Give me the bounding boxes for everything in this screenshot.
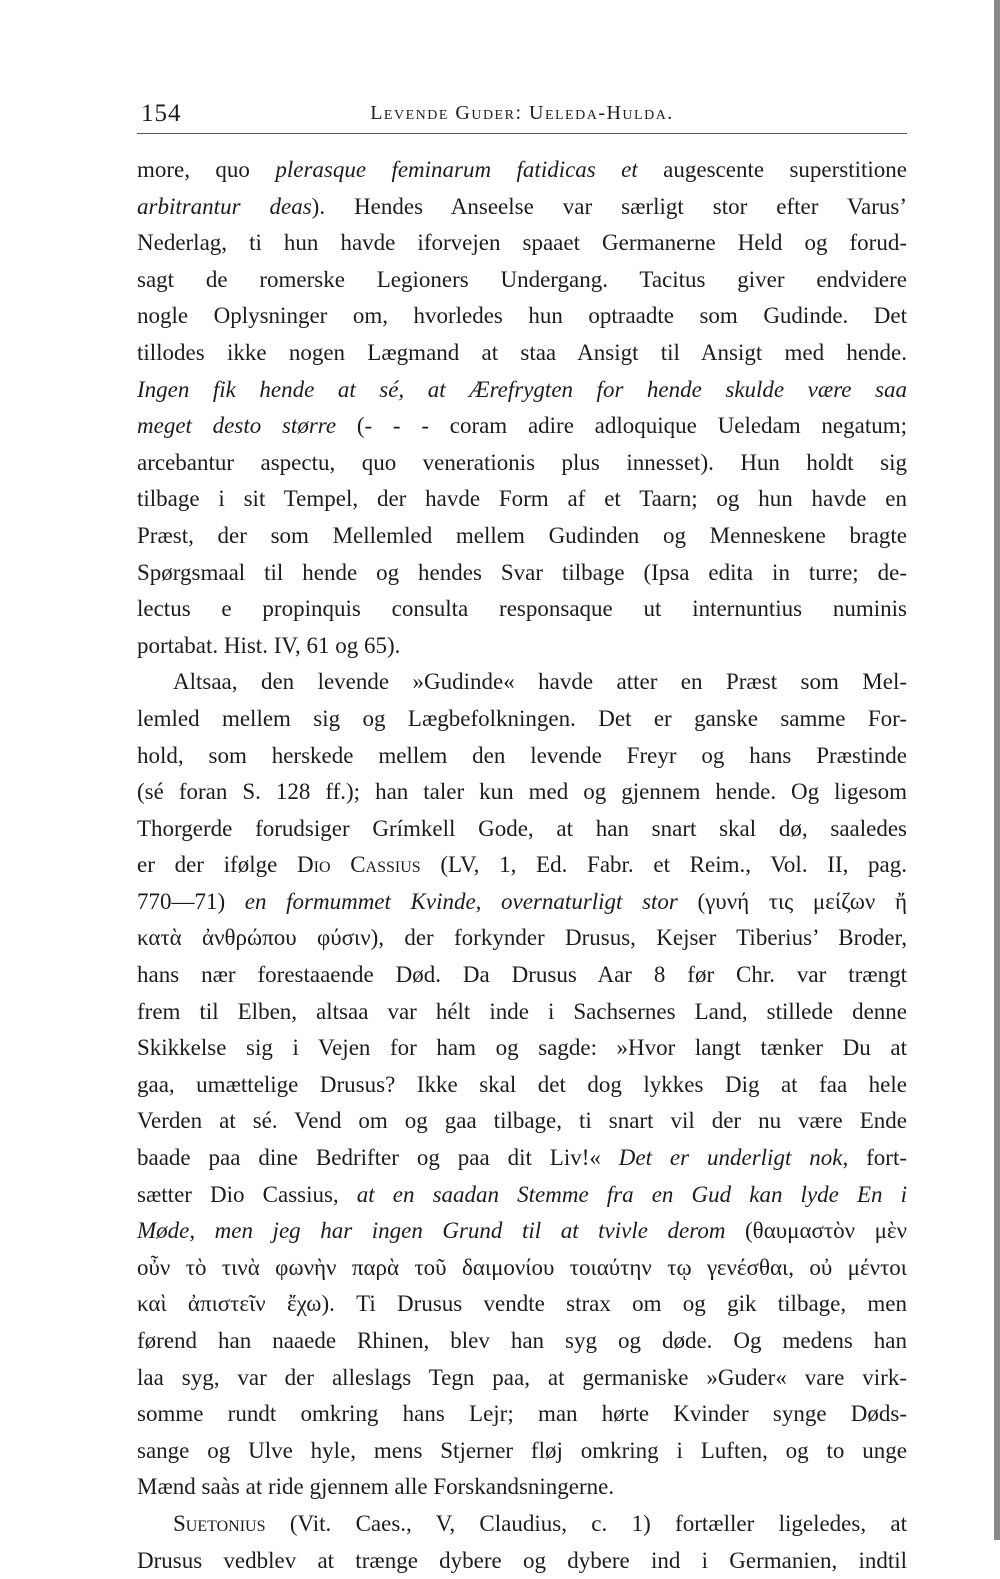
- text-line: arcebantur aspectu, quo venerationis plus innesset). Hun holdt sig: [137, 449, 907, 475]
- header-rule: [137, 133, 907, 134]
- text-line: baade paa dine Bedrifter og paa dit Liv!« Det er underligt nok, fort-: [137, 1145, 908, 1171]
- text-line: gaa, umættelige Drusus? Ikke skal det dog lykkes Dig at faa hele: [137, 1071, 907, 1097]
- text-line: førend han naaede Rhinen, blev han syg og døde. Og medens han: [137, 1328, 907, 1353]
- text-line: (sé foran S. 128 ff.); han taler kun med og gjennem hende. Og ligesom: [137, 779, 907, 805]
- page-header: [137, 100, 907, 132]
- text-line: 770—71) en formummet Kvinde, overnaturligt stor (γυνή τις μείζων ἤ: [137, 888, 907, 914]
- text-line: κατὰ ἀνθρώπου φύσιν), der forkynder Drusus, Kejser Tiberius’ Broder,: [137, 925, 907, 951]
- text-line: sange og Ulve hyle, mens Stjerner fløj omkring i Luften, og to unge: [137, 1437, 907, 1463]
- text-line: lectus e propinquis consulta responsaque ut internuntius numinis: [137, 596, 907, 622]
- text-line: er der ifølge Dio Cassius (LV, 1, Ed. Fabr. et Reim., Vol. II, pag.: [137, 852, 907, 878]
- text-line: meget desto større (- - - coram adire adloquique Ueledam negatum;: [137, 413, 907, 439]
- text-line: somme rundt omkring hans Lejr; man hørte Kvinder synge Døds-: [137, 1401, 907, 1427]
- text-line: portabat. Hist. IV, 61 og 65).: [137, 632, 401, 658]
- scan-edge-shadow: [994, 0, 1000, 1540]
- text-line: Spørgsmaal til hende og hendes Svar tilbage (Ipsa edita in turre; de-: [137, 559, 907, 585]
- running-title: Levende Guder: Ueleda-Hulda.: [370, 102, 674, 124]
- body-text: [137, 152, 907, 1579]
- text-line: sagt de romerske Legioners Undergang. Tacitus giver endvidere: [137, 266, 907, 292]
- text-line: καὶ ἀπιστεῖν ἔχω). Ti Drusus vendte strax om og gik tilbage, men: [137, 1291, 907, 1317]
- text-line: sætter Dio Cassius, at en saadan Stemme fra en Gud kan lyde En i: [137, 1181, 907, 1207]
- text-line: nogle Oplysninger om, hvorledes hun optraadte som Gudinde. Det: [137, 303, 907, 329]
- text-line: Mænd saàs at ride gjennem alle Forskandsningerne.: [137, 1474, 615, 1500]
- text-line: Thorgerde forudsiger Grímkell Gode, at han snart skal dø, saaledes: [137, 815, 907, 841]
- text-line: more, quo plerasque feminarum fatidicas et augescente superstitione: [137, 157, 908, 182]
- text-line: tilbage i sit Tempel, der havde Form af et Taarn; og hun havde en: [137, 486, 907, 512]
- text-line: laa syg, var der alleslags Tegn paa, at germaniske »Guder« vare virk-: [137, 1364, 907, 1390]
- text-line: tillodes ikke nogen Lægmand at staa Ansigt til Ansigt med hende.: [137, 339, 907, 365]
- text-line: Ingen fik hende at sé, at Ærefrygten for hende skulde være saa: [137, 376, 907, 402]
- text-line: hans nær forestaaende Død. Da Drusus Aar 8 før Chr. var trængt: [137, 962, 907, 988]
- text-line: lemled mellem sig og Lægbefolkningen. Det er ganske samme For-: [137, 705, 907, 731]
- text-line: Drusus vedblev at trænge dybere og dybere ind i Germanien, indtil: [137, 1547, 907, 1573]
- text-line: Suetonius (Vit. Caes., V, Claudius, c. 1) fortæller ligeledes, at: [173, 1510, 907, 1536]
- text-line: hold, som herskede mellem den levende Freyr og hans Præstinde: [137, 742, 907, 768]
- text-line: Møde, men jeg har ingen Grund til at tvivle derom (θαυμαστὸν μὲν: [137, 1218, 907, 1244]
- text-line: Skikkelse sig i Vejen for ham og sagde: »Hvor langt tænker Du at: [137, 1035, 907, 1061]
- text-line: frem til Elben, altsaa var hélt inde i Sachsernes Land, stillede denne: [137, 998, 907, 1024]
- text-line: Præst, der som Mellemled mellem Gudinden og Menneskene bragte: [137, 522, 907, 548]
- text-line: Verden at sé. Vend om og gaa tilbage, ti snart vil der nu være Ende: [137, 1108, 907, 1134]
- text-line: Nederlag, ti hun havde iforvejen spaaet Germanerne Held og forud-: [137, 230, 907, 256]
- page-number: 154: [141, 100, 182, 127]
- text-line: οὖν τὸ τινὰ φωνὴν παρὰ τοῦ δαιμονίου τοιαύτην τῳ γενέσθαι, οὐ μέντοι: [137, 1254, 907, 1280]
- text-line: arbitrantur deas). Hendes Anseelse var særligt stor efter Varus’: [137, 193, 907, 219]
- text-line: Altsaa, den levende »Gudinde« havde atter en Præst som Mel-: [173, 669, 907, 695]
